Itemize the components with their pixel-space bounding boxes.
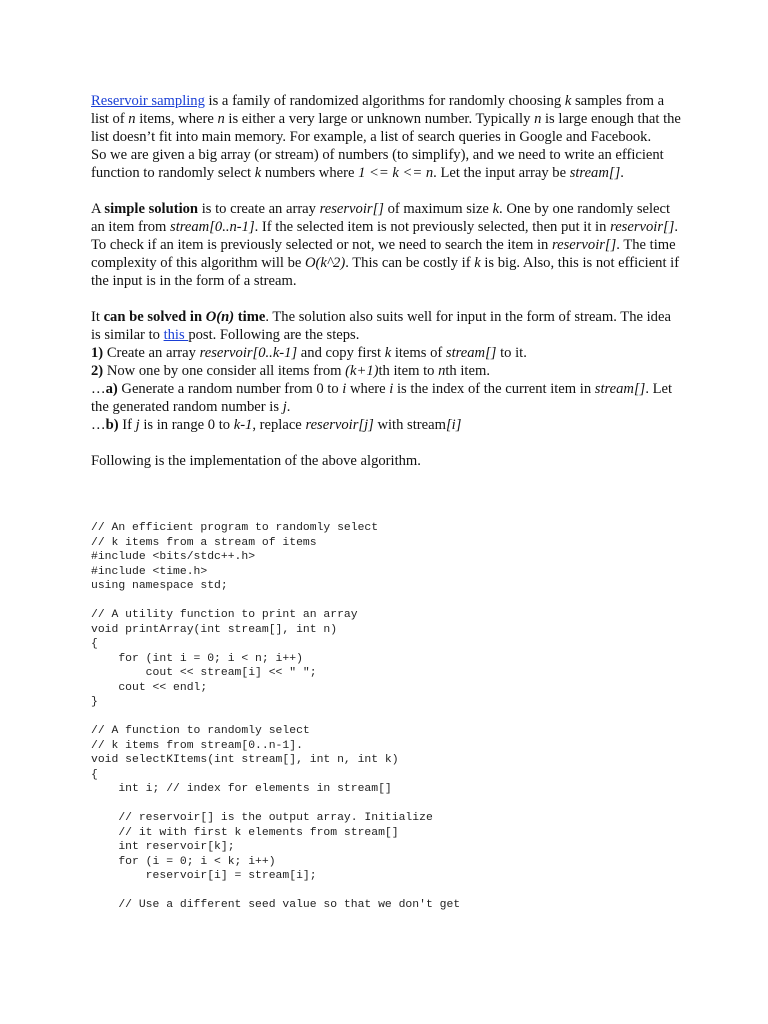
code-line [91, 594, 691, 609]
code-line: cout << endl; [91, 681, 208, 694]
code-line [91, 884, 691, 899]
intro-text-4: is either a very large or unknown number. Typically [224, 111, 535, 127]
code-line: int i; // index for elements in stream[] [91, 783, 392, 795]
code-line: void selectKItems(int stream[], int n, int k) [91, 754, 399, 766]
simple-text-9: is big. Also, this is not efficient if the input is in the form of a stream. [91, 255, 680, 289]
simple-text-2: is to create an array [198, 201, 320, 217]
step-1-number: 1) [91, 345, 104, 361]
intro-n-2: n [217, 111, 225, 127]
code-line: #include <bits/stdc++.h> [91, 551, 256, 563]
step-2b-label: b) [105, 417, 119, 433]
step-1-text-3: items of [391, 345, 446, 361]
step-2a [91, 380, 681, 416]
step-2a-i-2: i [389, 381, 394, 397]
code-line: { [91, 768, 98, 781]
code-line: } [91, 696, 98, 708]
simple-text-7: . The time complexity of this algorithm will be [91, 237, 676, 271]
given-text-4: . [620, 165, 624, 181]
code-line: // A function to randomly select [91, 725, 310, 737]
given-array: stream[] [569, 165, 621, 181]
step-2b-index: [i] [445, 417, 462, 433]
simple-text-3: of maximum size [383, 201, 493, 217]
code-block [91, 521, 691, 913]
step-2a-i-1: i [342, 381, 347, 397]
step-1-text-1: Create an array [103, 345, 200, 361]
intro-text-5: is large enough that the list doesn’t fit into main memory. For example, a list of search queries in Google and Facebook. [91, 111, 681, 145]
step-2-n: n [438, 363, 446, 379]
step-2 [91, 362, 681, 380]
given-text-2: numbers where [261, 165, 359, 181]
simple-text-5: . If the selected item is not previously selected, then put it in [254, 219, 611, 235]
given-range: 1 <= k <= n [358, 165, 434, 181]
code-line: for (int i = 0; i < n; i++) [91, 652, 303, 665]
step-2b-text-3: , replace [252, 417, 306, 433]
simple-text-1: A [91, 201, 105, 217]
code-line: reservoir[i] = stream[i]; [91, 870, 317, 882]
code-line: int reservoir[k]; [91, 841, 235, 853]
simple-reservoir-2: reservoir[] [610, 219, 675, 235]
intro-text-2: samples from a list of [91, 93, 665, 127]
simple-text-4: . One by one randomly select an item from [91, 201, 671, 235]
code-line: // k items from a stream of items [91, 536, 317, 549]
code-line [91, 797, 691, 812]
step-1-k: k [384, 345, 392, 361]
step-1-text-4: to it. [496, 345, 527, 361]
step-2-text-3: th item. [445, 363, 490, 379]
intro-k: k [564, 93, 572, 109]
on-text-2: . The solution also suits well for input in the form of stream. The idea is similar to [91, 309, 671, 343]
on-text-1: It [91, 309, 104, 325]
code-line: void printArray(int stream[], int n) [91, 623, 338, 636]
intro-paragraph [91, 92, 681, 146]
code-line: // An efficient program to randomly select [91, 522, 379, 534]
step-2a-text-2: where [346, 381, 390, 397]
step-2b-text-2: is in range 0 to [139, 417, 234, 433]
code-line: #include <time.h> [91, 565, 208, 578]
article-text [91, 92, 681, 470]
this-post-link[interactable]: this [163, 327, 189, 343]
given-k: k [254, 165, 262, 181]
code-line: // reservoir[] is the output array. Initialize [91, 812, 433, 824]
linear-time-paragraph [91, 308, 681, 344]
code-line: // k items from stream[0..n-1]. [91, 739, 303, 752]
code-line: // A utility function to print an array [91, 609, 358, 621]
intro-n-3: n [534, 111, 542, 127]
step-2-number: 2) [91, 363, 104, 379]
intro-n-1: n [128, 111, 136, 127]
code-line: { [91, 638, 98, 650]
simple-stream-range: stream[0..n-1] [170, 219, 255, 235]
step-2b [91, 416, 681, 434]
step-2a-text-3: is the index of the current item in [393, 381, 595, 397]
simple-complexity: O(k^2) [305, 255, 346, 271]
step-2a-stream: stream[] [594, 381, 646, 397]
step-1-array: reservoir[0..k-1] [199, 345, 298, 361]
step-2b-ellipsis: … [91, 417, 106, 433]
step-2a-label: a) [105, 381, 118, 397]
step-2b-text-4: with stream [373, 417, 446, 433]
simple-reservoir-3: reservoir[] [551, 237, 617, 253]
paragraph-gap [91, 290, 681, 308]
step-2b-reservoir: reservoir[j] [305, 417, 374, 433]
code-line: using namespace std; [91, 580, 228, 592]
given-text-1: So we are given a big array (or stream) of numbers (to simplify), and we need to write an efficient function to randomly select [91, 147, 664, 181]
on-bold-complexity: O(n) [205, 309, 235, 325]
code-line: for (i = 0; i < k; i++) [91, 855, 276, 868]
step-2a-ellipsis: … [91, 381, 106, 397]
intro-text-3: items, where [135, 111, 218, 127]
step-2b-range: k-1 [233, 417, 253, 433]
on-text-3: post. Following are the steps. [188, 327, 360, 343]
simple-reservoir-1: reservoir[] [319, 201, 384, 217]
simple-solution-bold: simple solution [104, 201, 199, 217]
simple-k-2: k [474, 255, 481, 271]
intro-text-1: is a family of randomized algorithms for randomly choosing [204, 93, 565, 109]
on-bold-time: time [234, 309, 266, 325]
simple-text-6: . To check if an item is previously selected or not, we need to search the item in [91, 219, 679, 253]
step-1 [91, 344, 681, 362]
paragraph-gap [91, 182, 681, 200]
code-line [91, 710, 691, 725]
step-2-k1: (k+1) [345, 363, 379, 379]
step-1-text-2: and copy first [297, 345, 385, 361]
given-paragraph [91, 146, 681, 182]
step-2a-text-5: . [286, 399, 291, 415]
simple-solution-paragraph [91, 200, 681, 290]
simple-k-1: k [492, 201, 500, 217]
step-2b-text-1: If [118, 417, 136, 433]
given-text-3: . Let the input array be [433, 165, 570, 181]
step-2-text-1: Now one by one consider all items from [103, 363, 346, 379]
paragraph-gap [91, 434, 681, 452]
simple-text-8: . This can be costly if [345, 255, 475, 271]
step-2a-j: j [282, 399, 287, 415]
reservoir-sampling-link[interactable]: Reservoir sampling [91, 93, 205, 109]
step-1-stream: stream[] [445, 345, 497, 361]
implementation-intro: Following is the implementation of the above algorithm. [91, 453, 421, 469]
code-line: cout << stream[i] << " "; [91, 667, 317, 679]
on-bold-1: can be solved in [103, 309, 206, 325]
step-2a-text-1: Generate a random number from 0 to [117, 381, 343, 397]
step-2a-text-4: . Let the generated random number is [91, 381, 673, 415]
code-line: // Use a different seed value so that we don't get [91, 899, 461, 911]
code-line: // it with first k elements from stream[] [91, 826, 399, 839]
step-2-text-2: th item to [378, 363, 439, 379]
step-2b-j: j [135, 417, 140, 433]
